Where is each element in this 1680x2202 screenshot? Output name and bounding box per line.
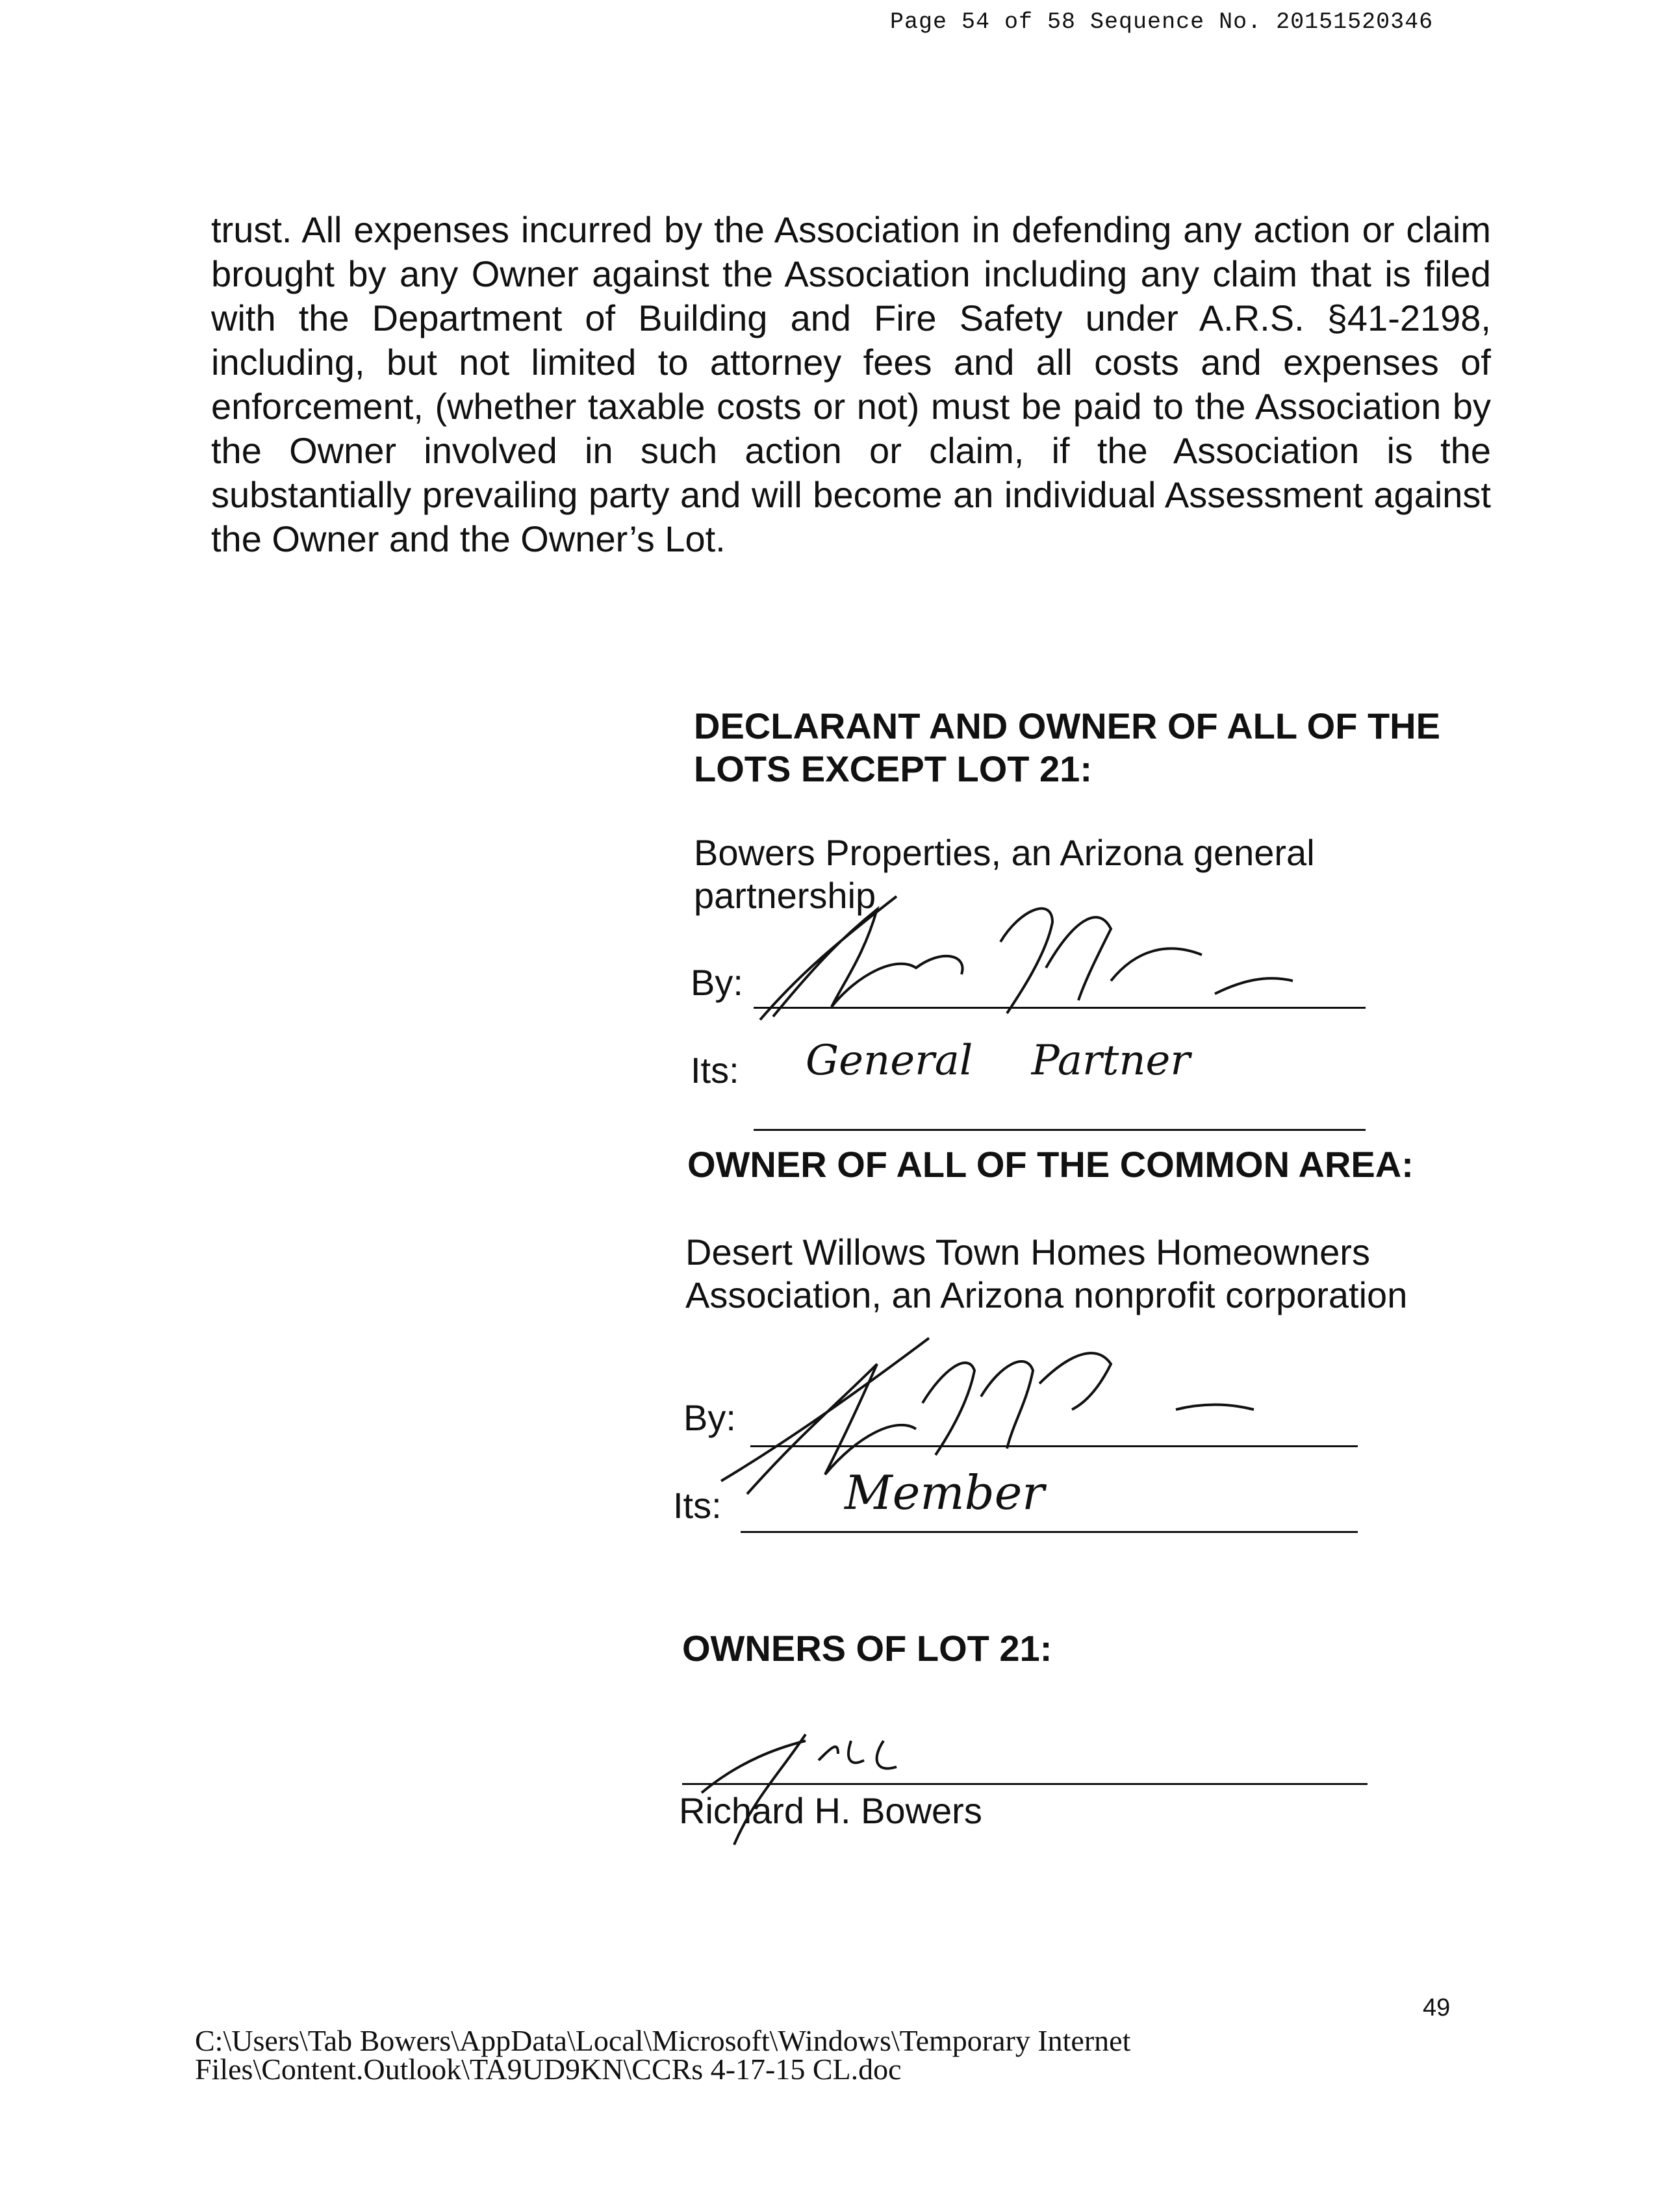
page-number: 49 <box>1423 1994 1451 2021</box>
footer-path-line1: C:\Users\Tab Bowers\AppData\Local\Microsoft\Windows\Temporary Internet <box>195 2024 1131 2057</box>
declarant-entity: Bowers Properties, an Arizona general partnership <box>694 832 1315 916</box>
common-area-its-line <box>741 1531 1358 1533</box>
footer-file-path <box>195 2024 1131 2086</box>
declarant-its-value: General Partner <box>806 1037 1190 1085</box>
common-area-heading: OWNER OF ALL OF THE COMMON AREA: <box>687 1144 1414 1185</box>
lot21-signer-name: Richard H. Bowers <box>679 1790 982 1831</box>
lot21-heading: OWNERS OF LOT 21: <box>682 1628 1052 1669</box>
declarant-its-line <box>754 1129 1366 1131</box>
body-paragraph: trust. All expenses incurred by the Association in defending any action or claim brought by any Owner against the Association including any claim that is filed with the Department of Building and Fire Safety under A.R.S. §41-2198, including, but not limited to attorney fees and all costs and expenses of enforcement, (whether taxable costs or not) must be paid to the Association by the Owner involved in such action or claim, if the Association is the substantially prevailing party and will become an individual Assessment against the Owner and the Owner’s Lot. <box>211 209 1491 559</box>
common-area-entity: Desert Willows Town Homes Homeowners Association, an Arizona nonprofit corporation <box>685 1232 1408 1315</box>
declarant-signature <box>747 883 1332 1033</box>
declarant-by-label: By: <box>691 962 743 1003</box>
declarant-heading: DECLARANT AND OWNER OF ALL OF THE LOTS EXCEPT LOT 21: <box>694 705 1440 789</box>
footer-path-line2: Files\Content.Outlook\TA9UD9KN\CCRs 4-17-15 CL.doc <box>195 2053 902 2086</box>
declarant-its-label: Its: <box>691 1050 739 1091</box>
common-area-its-label: Its: <box>673 1485 722 1526</box>
page-header: Page 54 of 58 Sequence No. 20151520346 <box>890 9 1434 35</box>
common-area-its-value: Member <box>845 1465 1045 1520</box>
common-area-by-label: By: <box>683 1397 736 1438</box>
